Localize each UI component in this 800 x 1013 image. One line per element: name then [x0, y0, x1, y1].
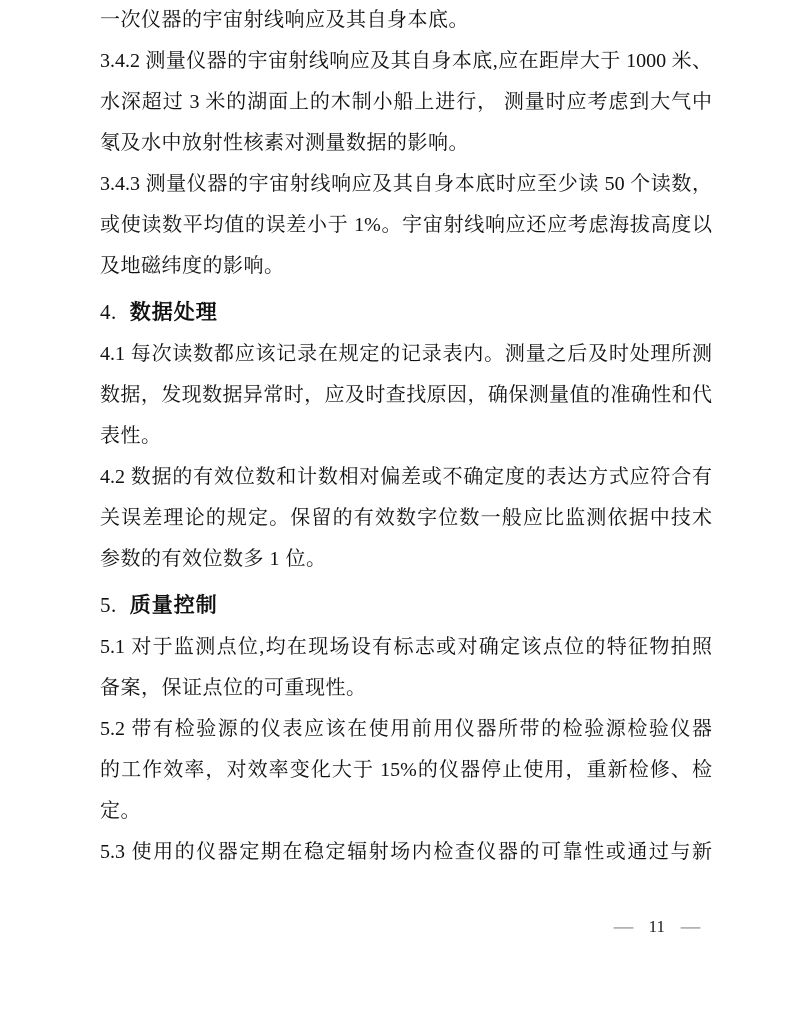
text-line: 3.4.3 测量仪器的宇宙射线响应及其自身本底时应至少读 50 个读数， — [100, 173, 712, 195]
footer-dash-right-icon: — — [680, 917, 701, 936]
text-line: 4.2 数据的有效位数和计数相对偏差或不确定度的表达方式应符合有 — [100, 466, 712, 488]
text-line: 水深超过 3 米的湖面上的木制小船上进行， 测量时应考虑到大气中 — [100, 91, 712, 113]
text-line: 表性。 — [100, 425, 162, 447]
section-heading — [100, 585, 712, 626]
text-line: 氡及水中放射性核素对测量数据的影响。 — [100, 132, 469, 154]
text-line: 关误差理论的规定。保留的有效数字位数一般应比监测依据中技术 — [100, 507, 712, 529]
document-body — [100, 0, 712, 873]
heading-title: 数据处理 — [129, 300, 218, 324]
text-line: 及地磁纬度的影响。 — [100, 255, 285, 277]
text-line: 定。 — [100, 800, 141, 822]
text-line: 3.4.2 测量仪器的宇宙射线响应及其自身本底,应在距岸大于 1000 米、 — [100, 50, 712, 72]
text-line: 5.2 带有检验源的仪表应该在使用前用仪器所带的检验源检验仪器 — [100, 718, 712, 740]
text-line: 参数的有效位数多 1 位。 — [100, 548, 327, 570]
text-line: 5.1 对于监测点位,均在现场设有标志或对确定该点位的特征物拍照 — [100, 636, 712, 658]
text-line: 的工作效率，对效率变化大于 15%的仪器停止使用，重新检修、检 — [100, 759, 712, 781]
text-line: 5.3 使用的仪器定期在稳定辐射场内检查仪器的可靠性或通过与新 — [100, 841, 712, 863]
heading-number: 4. — [100, 300, 117, 324]
footer-dash-left-icon: — — [613, 917, 633, 936]
text-line: 4.1 每次读数都应该记录在规定的记录表内。测量之后及时处理所测 — [100, 343, 712, 365]
text-line: 备案，保证点位的可重现性。 — [100, 677, 367, 699]
text-line: 或使读数平均值的误差小于 1%。宇宙射线响应还应考虑海拔高度以 — [100, 214, 712, 236]
page-footer — [615, 916, 699, 938]
text-line: 一次仪器的宇宙射线响应及其自身本底。 — [100, 9, 469, 31]
page-number: 11 — [648, 917, 665, 936]
heading-title: 质量控制 — [129, 593, 218, 617]
text-line: 数据，发现数据异常时，应及时查找原因，确保测量值的准确性和代 — [100, 384, 712, 406]
section-heading — [100, 292, 712, 333]
heading-number: 5. — [100, 593, 117, 617]
